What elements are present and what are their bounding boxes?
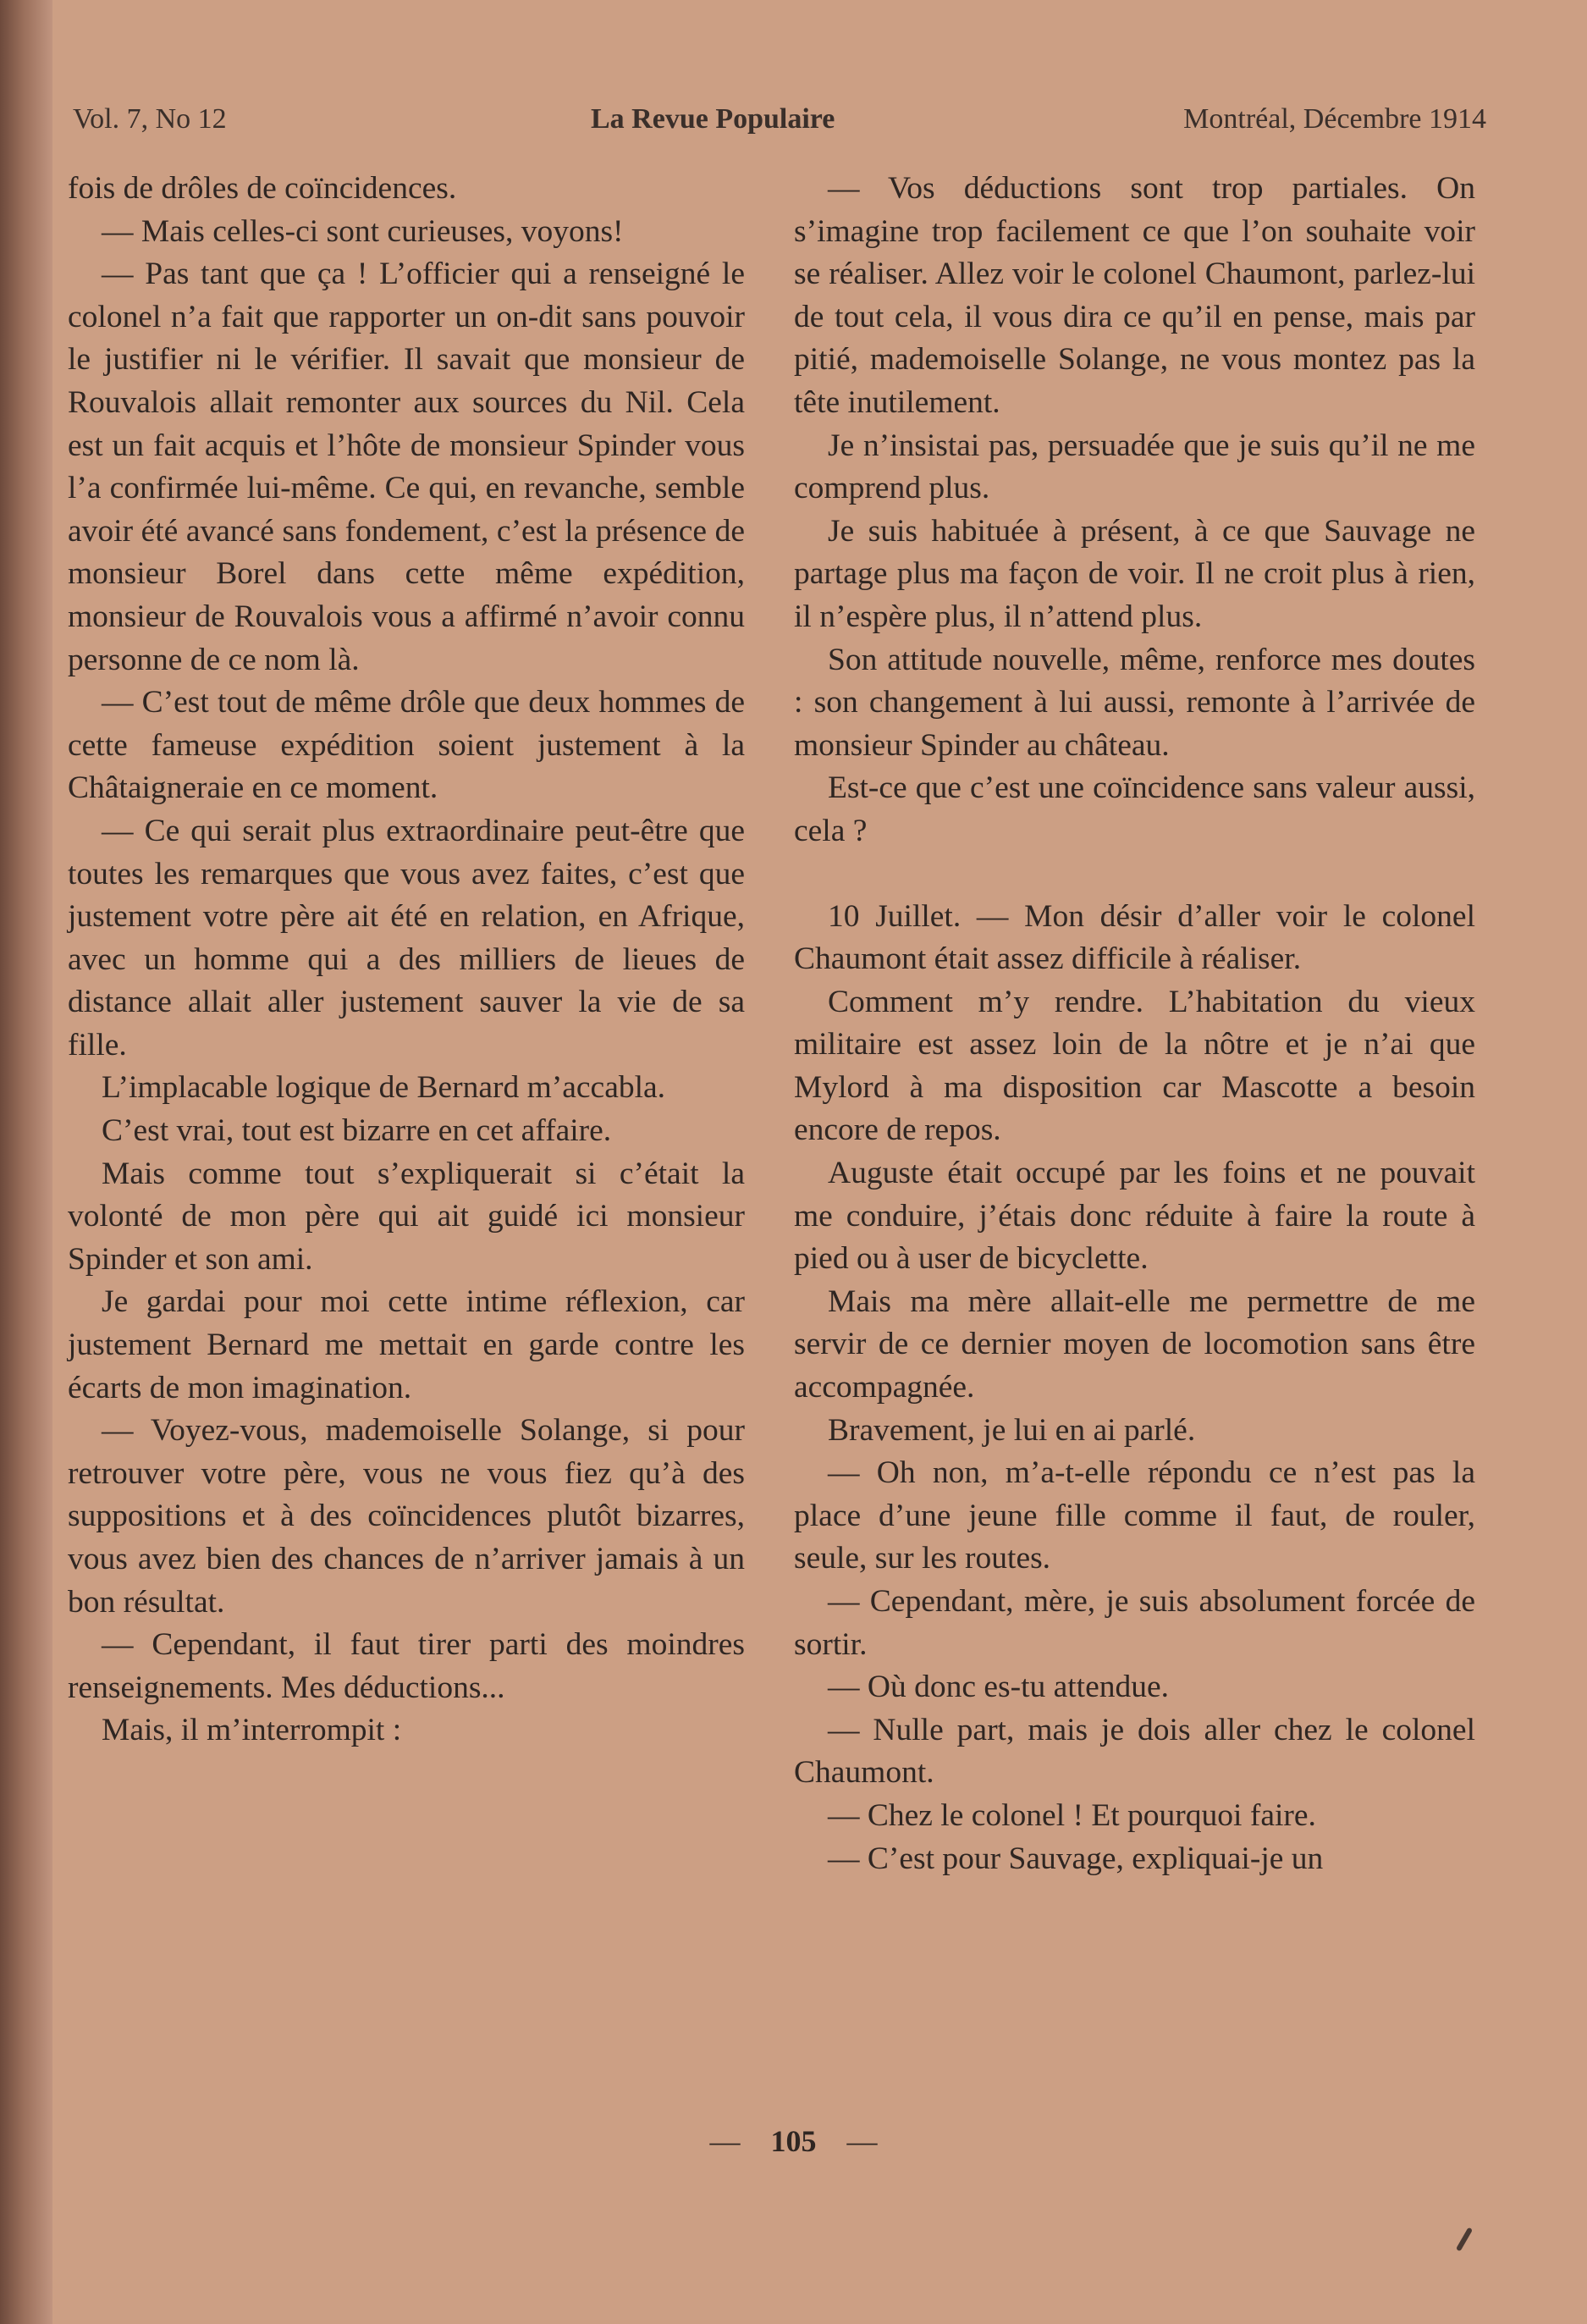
paragraph: — Pas tant que ça ! L’officier qui a renseigné le colonel n’a fait que rapporter un on-dit sans pouvoir le justifier ni le vérifier. Il savait que monsieur de Rouvalois allait remonter aux sources du Nil. Cela est un fait acquis et l’hôte de monsieur Spinder vous l’a confirmée lui-même. Ce qui, en revanche, semble avoir été avancé sans fondement, c’est la présence de monsieur Borel dans cette même expédition, monsieur de Rouvalois vous a affirmé n’avoir connu personne de ce nom là. [68,257,745,677]
paragraph: — Voyez-vous, mademoiselle Solange, si pour retrouver votre père, vous ne vous fiez qu’à des suppositions et à des coïncidences plutôt bizarres, vous avez bien des chances de n’arriver jamais à un bon résultat. [68,1413,745,1620]
paragraph: Mais, il m’interrompit : [102,1713,402,1748]
paragraph: fois de drôles de coïncidences. [68,171,457,206]
paragraph: Mais ma mère allait-elle me permettre de me servir de ce dernier moyen de locomotion sans être accompagnée. [794,1283,1475,1405]
paragraph: — Cependant, il faut tirer parti des moindres renseignements. Mes déductions... [68,1627,745,1705]
header-journal-title: La Revue Populaire [591,103,835,135]
paragraph: Bravement, je lui en ai parlé. [828,1412,1196,1448]
binding-edge [0,0,52,2324]
paragraph: — Chez le colonel ! Et pourquoi faire. [828,1797,1316,1833]
running-header [73,103,1486,146]
paragraph: Est-ce que c’est une coïncidence sans valeur aussi, cela ? [794,770,1475,848]
paragraph: Je n’insistai pas, persuadée que je suis qu’il ne me comprend plus. [794,428,1475,506]
header-place-date: Montréal, Décembre 1914 [1183,103,1486,135]
paragraph: — Oh non, m’a-t-elle répondu ce n’est pas la place d’une jeune fille comme il faut, de rouler, seule, sur les routes. [794,1455,1475,1576]
paragraph: — Ce qui serait plus extraordinaire peut-être que toutes les remarques que vous avez faites, c’est que justement votre père ait été en relation, en Afrique, avec un homme qui a des milliers de lieues de distance allait aller justement sauver la vie de sa fille. [68,813,745,1063]
paragraph: C’est vrai, tout est bizarre en cet affaire. [102,1113,612,1149]
paragraph: Je suis habituée à présent, à ce que Sauvage ne partage plus ma façon de voir. Il ne croit plus à rien, il n’espère plus, il n’attend plus. [794,513,1475,634]
page-number-footer [0,2123,1587,2159]
paragraph: — C’est pour Sauvage, expliquai-je un [828,1841,1324,1876]
paragraph: Auguste était occupé par les foins et ne pouvait me conduire, j’étais donc réduite à faire la route à pied ou à user de bicyclette. [794,1156,1475,1277]
paragraph: — Vos déductions sont trop partiales. On s’imagine trop facilement ce que l’on souhaite voir se réaliser. Allez voir le colonel Chaumont, parlez-lui de tout cela, il vous dira ce qu’il en pense, mais par pitié, mademoiselle Solange, ne vous montez pas la tête inutilement. [794,171,1475,420]
paragraph: Je gardai pour moi cette intime réflexion, car justement Bernard me mettait en garde contre les écarts de mon imagination. [68,1284,745,1405]
text-column-right [794,168,1475,1880]
paragraph: Comment m’y rendre. L’habitation du vieux militaire est assez loin de la nôtre et je n’ai que Mylord à ma disposition car Mascotte a besoin encore de repos. [794,984,1475,1148]
dated-entry-paragraph: 10 Juillet. — Mon désir d’aller voir le colonel Chaumont était assez difficile à réaliser. [794,898,1475,977]
paragraph: — Nulle part, mais je dois aller chez le colonel Chaumont. [794,1712,1475,1791]
page-number: 105 [770,2124,817,2158]
paragraph: — C’est tout de même drôle que deux hommes de cette fameuse expédition soient justement à la Châtaigneraie en ce moment. [68,685,745,806]
text-column-left [68,168,745,1753]
paragraph: Mais comme tout s’expliquerait si c’était la volonté de mon père qui ait guidé ici monsieur Spinder et son ami. [68,1156,745,1277]
footer-dash-left: — [709,2124,741,2158]
paragraph: Son attitude nouvelle, même, renforce mes doutes : son changement à lui aussi, remonte à l’arrivée de monsieur Spinder au château. [794,642,1475,763]
paragraph: — Mais celles-ci sont curieuses, voyons! [102,213,624,249]
footer-dash-right: — [846,2124,878,2158]
paragraph: — Où donc es-tu attendue. [828,1670,1170,1705]
paragraph: L’implacable logique de Bernard m’accabla. [102,1070,666,1106]
paragraph: — Cependant, mère, je suis absolument forcée de sortir. [794,1584,1475,1662]
header-volume: Vol. 7, No 12 [73,103,227,135]
